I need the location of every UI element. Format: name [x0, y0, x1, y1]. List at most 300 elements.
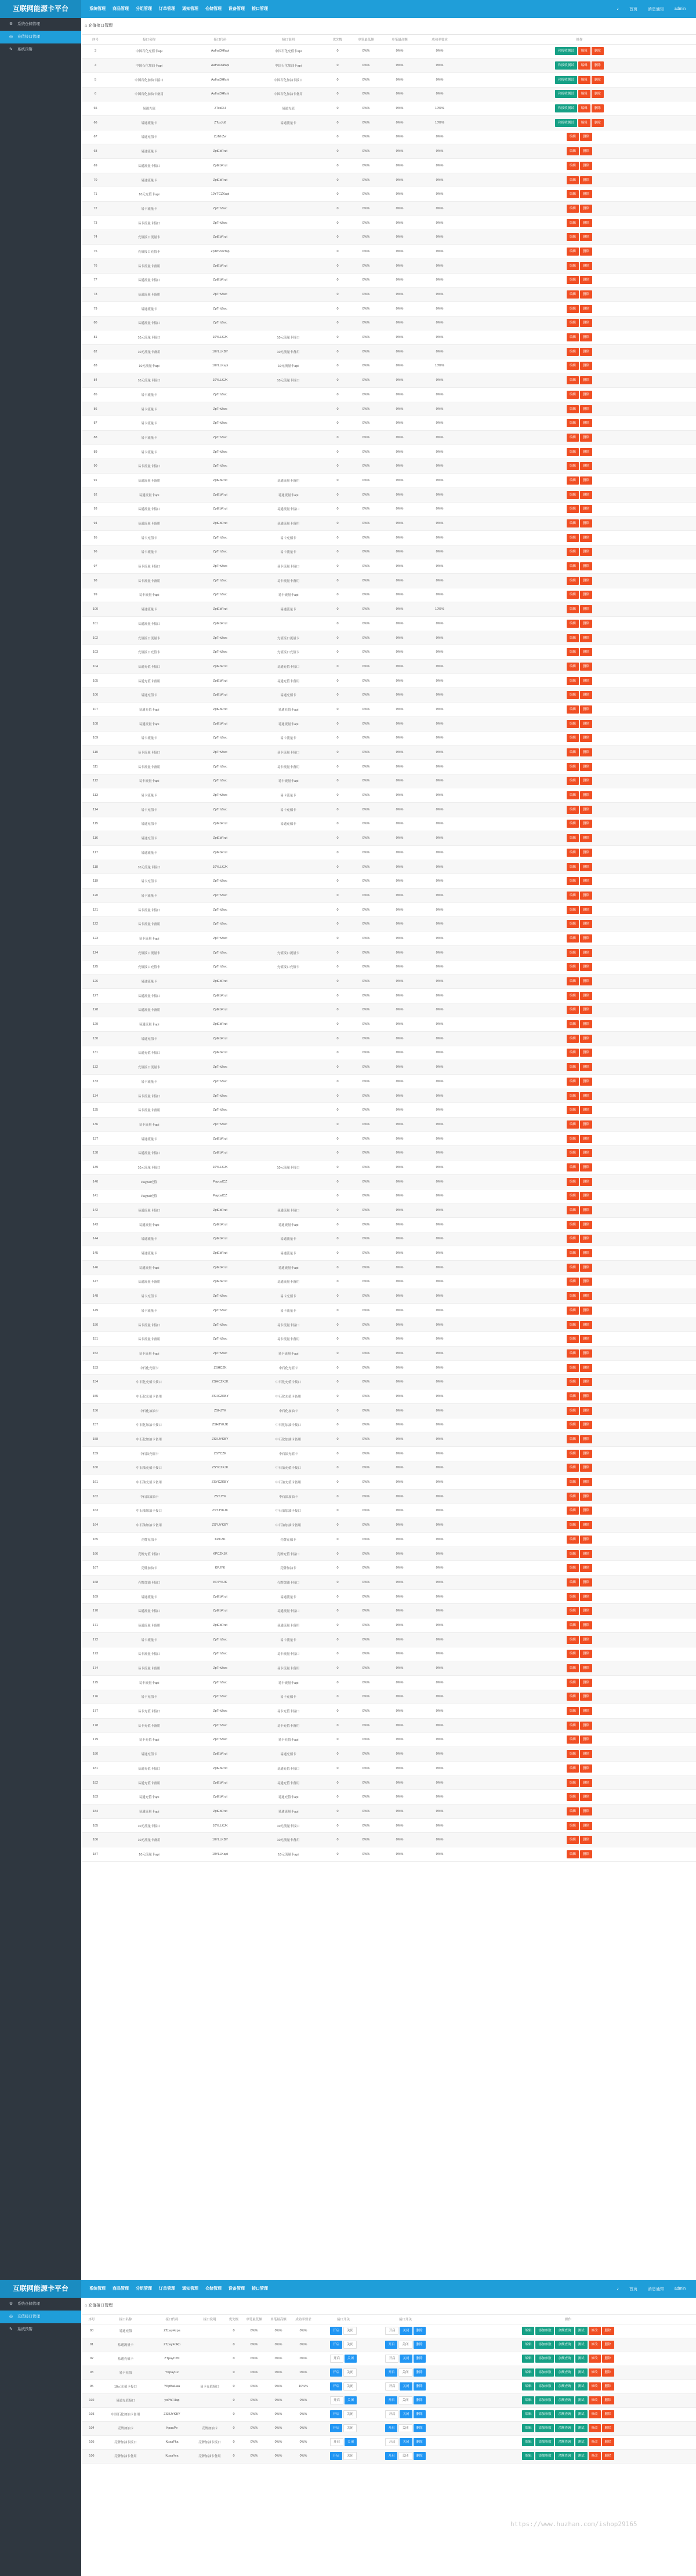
edit-button[interactable]: 编辑 [567, 1536, 579, 1544]
edit-button[interactable]: 编辑 [567, 1106, 579, 1114]
add-param-button[interactable]: 添加参数 [535, 2410, 554, 2418]
edit-button[interactable]: 编辑 [567, 448, 579, 456]
edit-button[interactable]: 编辑 [567, 1750, 579, 1758]
delete-button[interactable]: 删除 [580, 548, 592, 556]
delete-button[interactable]: 删除 [414, 2355, 426, 2363]
sidebar-item[interactable] [0, 2323, 81, 2336]
delete-button[interactable]: 删除 [580, 434, 592, 442]
edit-button[interactable]: 编辑 [567, 1735, 579, 1744]
edit-button[interactable]: 编辑 [567, 434, 579, 442]
delete-button[interactable]: 删除 [580, 920, 592, 928]
modify-button[interactable]: 修改 [589, 2424, 601, 2432]
notification-icon[interactable]: ♪ [617, 2287, 619, 2291]
delete-button[interactable]: 删除 [580, 1006, 592, 1014]
delete-button[interactable]: 删除 [580, 620, 592, 628]
delete-button[interactable]: 删除 [580, 1435, 592, 1443]
modify-button[interactable]: 修改 [589, 2382, 601, 2391]
delete-button[interactable]: 删除 [580, 1206, 592, 1214]
add-param-button[interactable]: 添加参数 [535, 2396, 554, 2404]
nav-item[interactable]: 通知管理 [182, 2287, 198, 2291]
edit-button[interactable]: 编辑 [578, 119, 590, 127]
delete-button[interactable]: 删除 [580, 491, 592, 499]
off-button[interactable]: 关闭 [398, 2368, 412, 2377]
edit-button[interactable]: 编辑 [567, 505, 579, 513]
nav-item[interactable]: 商品管理 [113, 7, 129, 11]
edit-button[interactable]: 编辑 [567, 1321, 579, 1329]
nav-item[interactable]: 仓储管理 [205, 7, 222, 11]
delete-button[interactable]: 删除 [580, 190, 592, 198]
delete-button[interactable]: 删除 [580, 562, 592, 570]
edit-button[interactable]: 编辑 [567, 176, 579, 184]
on-button[interactable]: 开启 [385, 2410, 398, 2418]
edit-button[interactable]: 编辑 [567, 920, 579, 928]
edit-button[interactable]: 编辑 [567, 1264, 579, 1272]
edit-button[interactable]: 编辑 [567, 1335, 579, 1343]
delete-button[interactable]: 删除 [580, 1092, 592, 1100]
delete-button[interactable]: 删除 [580, 505, 592, 513]
edit-button[interactable]: 编辑 [567, 820, 579, 828]
edit-button[interactable]: 编辑 [567, 691, 579, 699]
delete-button[interactable]: 删除 [580, 1693, 592, 1701]
test-button[interactable]: 和接收测试 [555, 119, 577, 127]
delete-button[interactable]: 删除 [580, 233, 592, 241]
delete-button[interactable]: 删除 [580, 1020, 592, 1028]
edit-button[interactable]: 编辑 [578, 104, 590, 112]
nav-item[interactable]: 仓储管理 [205, 2287, 222, 2291]
edit-button[interactable]: 编辑 [522, 2438, 534, 2446]
edit-button[interactable]: 编辑 [522, 2355, 534, 2363]
edit-button[interactable]: 编辑 [522, 2327, 534, 2335]
delete-button[interactable]: 删除 [580, 1249, 592, 1257]
test-button[interactable]: 和接收测试 [555, 76, 577, 84]
delete-button[interactable]: 删除 [592, 119, 604, 127]
edit-button[interactable]: 编辑 [567, 205, 579, 213]
delete-button[interactable]: 删除 [414, 2438, 426, 2446]
delete-button[interactable]: 删除 [580, 391, 592, 399]
nav-item[interactable]: 商品管理 [113, 2287, 129, 2291]
delete-button[interactable]: 删除 [602, 2410, 614, 2418]
delete-button[interactable]: 删除 [580, 1564, 592, 1572]
edit-button[interactable]: 编辑 [567, 1149, 579, 1157]
edit-button[interactable]: 编辑 [567, 262, 579, 270]
edit-button[interactable]: 编辑 [567, 934, 579, 943]
delete-button[interactable]: 删除 [592, 47, 604, 55]
edit-button[interactable]: 编辑 [522, 2368, 534, 2377]
edit-button[interactable]: 编辑 [567, 190, 579, 198]
edit-button[interactable]: 编辑 [567, 1607, 579, 1615]
delete-button[interactable]: 删除 [414, 2396, 426, 2404]
delete-button[interactable]: 删除 [580, 1292, 592, 1300]
add-param-button[interactable]: 添加参数 [535, 2368, 554, 2377]
add-param-button[interactable]: 添加参数 [535, 2355, 554, 2363]
sidebar-item[interactable] [0, 31, 81, 43]
top-right-link[interactable]: 消息通知 [647, 7, 664, 12]
delete-button[interactable]: 删除 [580, 1679, 592, 1687]
delete-button[interactable]: 删除 [580, 1836, 592, 1844]
edit-button[interactable]: 编辑 [567, 405, 579, 413]
off-button[interactable]: 关闭 [345, 2396, 357, 2404]
nav-item[interactable]: 接口管理 [252, 2287, 268, 2291]
delete-button[interactable]: 删除 [580, 305, 592, 313]
delete-button[interactable]: 删除 [580, 1450, 592, 1458]
edit-button[interactable]: 编辑 [567, 1120, 579, 1129]
delete-button[interactable]: 删除 [580, 677, 592, 685]
edit-button[interactable]: 编辑 [567, 391, 579, 399]
on-button[interactable]: 开启 [330, 2424, 342, 2432]
sidebar-item[interactable] [0, 2311, 81, 2323]
modify-button[interactable]: 修改 [589, 2355, 601, 2363]
query-button[interactable]: 余额查询 [555, 2396, 574, 2404]
sidebar-item[interactable] [0, 18, 81, 31]
off-button[interactable]: 关闭 [343, 2410, 357, 2418]
edit-button[interactable]: 编辑 [567, 1707, 579, 1715]
edit-button[interactable]: 编辑 [567, 1092, 579, 1100]
delete-button[interactable]: 删除 [580, 834, 592, 842]
delete-button[interactable]: 删除 [580, 476, 592, 485]
edit-button[interactable]: 编辑 [567, 419, 579, 427]
delete-button[interactable]: 删除 [580, 348, 592, 356]
delete-button[interactable]: 删除 [580, 577, 592, 585]
edit-button[interactable]: 编辑 [567, 333, 579, 341]
edit-button[interactable]: 编辑 [567, 1063, 579, 1071]
edit-button[interactable]: 编辑 [567, 1493, 579, 1501]
delete-button[interactable]: 删除 [580, 1621, 592, 1629]
edit-button[interactable]: 编辑 [567, 791, 579, 799]
delete-button[interactable]: 删除 [580, 820, 592, 828]
test-button[interactable]: 测试 [575, 2452, 588, 2460]
delete-button[interactable]: 删除 [580, 1192, 592, 1200]
add-param-button[interactable]: 添加参数 [535, 2424, 554, 2432]
edit-button[interactable]: 编辑 [567, 1464, 579, 1472]
edit-button[interactable]: 编辑 [578, 61, 590, 70]
edit-button[interactable]: 编辑 [567, 1693, 579, 1701]
edit-button[interactable]: 编辑 [522, 2424, 534, 2432]
edit-button[interactable]: 编辑 [567, 777, 579, 785]
off-button[interactable]: 关闭 [343, 2424, 357, 2432]
delete-button[interactable]: 删除 [580, 1807, 592, 1815]
delete-button[interactable]: 删除 [580, 634, 592, 642]
edit-button[interactable]: 编辑 [567, 1249, 579, 1257]
edit-button[interactable]: 编辑 [567, 1392, 579, 1400]
modify-button[interactable]: 修改 [589, 2327, 601, 2335]
edit-button[interactable]: 编辑 [567, 1006, 579, 1014]
test-button[interactable]: 和接收测试 [555, 104, 577, 112]
edit-button[interactable]: 编辑 [567, 562, 579, 570]
delete-button[interactable]: 删除 [414, 2382, 426, 2391]
edit-button[interactable]: 编辑 [522, 2452, 534, 2460]
edit-button[interactable]: 编辑 [567, 1564, 579, 1572]
delete-button[interactable]: 删除 [580, 1378, 592, 1386]
delete-button[interactable]: 删除 [580, 1321, 592, 1329]
edit-button[interactable]: 编辑 [567, 290, 579, 299]
top-right-link[interactable]: 首页 [629, 7, 637, 12]
off-button[interactable]: 关闭 [343, 2327, 357, 2335]
edit-button[interactable]: 编辑 [567, 362, 579, 370]
edit-button[interactable]: 编辑 [567, 1307, 579, 1315]
nav-item[interactable]: 系统管理 [89, 2287, 106, 2291]
delete-button[interactable]: 删除 [580, 1049, 592, 1057]
edit-button[interactable]: 编辑 [567, 1349, 579, 1358]
delete-button[interactable]: 删除 [580, 1779, 592, 1787]
delete-button[interactable]: 删除 [580, 849, 592, 857]
delete-button[interactable]: 删除 [580, 734, 592, 742]
test-button[interactable]: 测试 [575, 2396, 588, 2404]
delete-button[interactable]: 删除 [580, 176, 592, 184]
delete-button[interactable]: 删除 [580, 763, 592, 771]
delete-button[interactable]: 删除 [580, 1163, 592, 1171]
top-right-link[interactable]: 消息通知 [647, 2287, 664, 2291]
edit-button[interactable]: 编辑 [567, 577, 579, 585]
delete-button[interactable]: 删除 [580, 1593, 592, 1601]
delete-button[interactable]: 删除 [580, 162, 592, 170]
query-button[interactable]: 余额查询 [555, 2452, 574, 2460]
delete-button[interactable]: 删除 [580, 1407, 592, 1415]
delete-button[interactable]: 删除 [580, 205, 592, 213]
edit-button[interactable]: 编辑 [567, 519, 579, 527]
delete-button[interactable]: 删除 [580, 462, 592, 470]
edit-button[interactable]: 编辑 [567, 1764, 579, 1773]
edit-button[interactable]: 编辑 [567, 376, 579, 384]
notification-icon[interactable]: ♪ [617, 7, 619, 11]
delete-button[interactable]: 删除 [580, 1636, 592, 1644]
edit-button[interactable]: 编辑 [567, 1035, 579, 1043]
sidebar-item[interactable] [0, 43, 81, 56]
off-button[interactable]: 关闭 [398, 2424, 412, 2432]
edit-button[interactable]: 编辑 [578, 90, 590, 98]
delete-button[interactable]: 删除 [580, 376, 592, 384]
query-button[interactable]: 余额查询 [555, 2424, 574, 2432]
delete-button[interactable]: 删除 [602, 2355, 614, 2363]
edit-button[interactable]: 编辑 [567, 877, 579, 885]
test-button[interactable]: 测试 [575, 2438, 588, 2446]
top-right-link[interactable]: admin [674, 7, 686, 11]
delete-button[interactable]: 删除 [592, 61, 604, 70]
delete-button[interactable]: 删除 [580, 1850, 592, 1858]
edit-button[interactable]: 编辑 [567, 219, 579, 227]
on-button[interactable]: 开启 [385, 2341, 397, 2349]
modify-button[interactable]: 修改 [589, 2368, 601, 2377]
on-button[interactable]: 开启 [330, 2410, 342, 2418]
edit-button[interactable]: 编辑 [567, 162, 579, 170]
delete-button[interactable]: 删除 [602, 2452, 614, 2460]
delete-button[interactable]: 删除 [580, 1364, 592, 1372]
test-button[interactable]: 和接收测试 [555, 47, 577, 55]
edit-button[interactable]: 编辑 [567, 476, 579, 485]
delete-button[interactable]: 删除 [580, 1464, 592, 1472]
nav-item[interactable]: 设备管理 [229, 2287, 245, 2291]
edit-button[interactable]: 编辑 [567, 348, 579, 356]
off-button[interactable]: 关闭 [398, 2341, 412, 2349]
delete-button[interactable]: 删除 [580, 892, 592, 900]
delete-button[interactable]: 删除 [580, 1722, 592, 1730]
edit-button[interactable]: 编辑 [567, 705, 579, 714]
edit-button[interactable]: 编辑 [567, 605, 579, 613]
on-button[interactable]: 开启 [330, 2438, 343, 2446]
delete-button[interactable]: 删除 [580, 534, 592, 542]
delete-button[interactable]: 删除 [580, 1278, 592, 1286]
on-button[interactable]: 开启 [330, 2368, 342, 2377]
delete-button[interactable]: 删除 [580, 591, 592, 599]
edit-button[interactable]: 编辑 [567, 620, 579, 628]
edit-button[interactable]: 编辑 [567, 491, 579, 499]
edit-button[interactable]: 编辑 [567, 233, 579, 241]
edit-button[interactable]: 编辑 [567, 147, 579, 155]
edit-button[interactable]: 编辑 [567, 892, 579, 900]
off-button[interactable]: 关闭 [398, 2396, 412, 2404]
nav-item[interactable]: 设备管理 [229, 7, 245, 11]
edit-button[interactable]: 编辑 [567, 1235, 579, 1243]
delete-button[interactable]: 删除 [580, 262, 592, 270]
edit-button[interactable]: 编辑 [567, 1621, 579, 1629]
query-button[interactable]: 余额查询 [555, 2368, 574, 2377]
delete-button[interactable]: 删除 [602, 2382, 614, 2391]
edit-button[interactable]: 编辑 [567, 1292, 579, 1300]
delete-button[interactable]: 删除 [580, 1349, 592, 1358]
on-button[interactable]: 开启 [330, 2327, 342, 2335]
edit-button[interactable]: 编辑 [522, 2382, 534, 2391]
edit-button[interactable]: 编辑 [567, 806, 579, 814]
edit-button[interactable]: 编辑 [567, 748, 579, 756]
top-right-link[interactable]: 首页 [629, 2287, 637, 2291]
delete-button[interactable]: 删除 [580, 1035, 592, 1043]
off-button[interactable]: 关闭 [400, 2355, 412, 2363]
edit-button[interactable]: 编辑 [567, 763, 579, 771]
on-button[interactable]: 开启 [330, 2382, 342, 2391]
edit-button[interactable]: 编辑 [567, 1550, 579, 1558]
delete-button[interactable]: 删除 [580, 1307, 592, 1315]
test-button[interactable]: 测试 [575, 2410, 588, 2418]
edit-button[interactable]: 编辑 [567, 1049, 579, 1057]
delete-button[interactable]: 删除 [414, 2410, 426, 2418]
modify-button[interactable]: 修改 [589, 2452, 601, 2460]
delete-button[interactable]: 删除 [580, 648, 592, 656]
on-button[interactable]: 开启 [385, 2396, 397, 2404]
delete-button[interactable]: 删除 [602, 2396, 614, 2404]
on-button[interactable]: 开启 [330, 2341, 342, 2349]
nav-item[interactable]: 系统管理 [89, 7, 106, 11]
edit-button[interactable]: 编辑 [567, 1836, 579, 1844]
delete-button[interactable]: 删除 [580, 519, 592, 527]
edit-button[interactable]: 编辑 [567, 1135, 579, 1143]
delete-button[interactable]: 删除 [580, 248, 592, 256]
off-button[interactable]: 关闭 [400, 2410, 412, 2418]
edit-button[interactable]: 编辑 [567, 1407, 579, 1415]
edit-button[interactable]: 编辑 [567, 1078, 579, 1086]
edit-button[interactable]: 编辑 [567, 834, 579, 842]
delete-button[interactable]: 删除 [580, 1536, 592, 1544]
query-button[interactable]: 余额查询 [555, 2355, 574, 2363]
delete-button[interactable]: 删除 [580, 1507, 592, 1515]
delete-button[interactable]: 删除 [580, 1607, 592, 1615]
on-button[interactable]: 开启 [385, 2382, 398, 2391]
delete-button[interactable]: 删除 [580, 1478, 592, 1486]
on-button[interactable]: 开启 [330, 2355, 343, 2363]
delete-button[interactable]: 删除 [414, 2368, 426, 2377]
delete-button[interactable]: 删除 [580, 705, 592, 714]
delete-button[interactable]: 删除 [580, 1493, 592, 1501]
delete-button[interactable]: 删除 [602, 2438, 614, 2446]
add-param-button[interactable]: 添加参数 [535, 2327, 554, 2335]
delete-button[interactable]: 删除 [580, 1221, 592, 1229]
delete-button[interactable]: 删除 [580, 1578, 592, 1587]
delete-button[interactable]: 删除 [580, 1664, 592, 1672]
query-button[interactable]: 余额查询 [555, 2341, 574, 2349]
query-button[interactable]: 余额查询 [555, 2410, 574, 2418]
add-param-button[interactable]: 添加参数 [535, 2438, 554, 2446]
edit-button[interactable]: 编辑 [567, 305, 579, 313]
delete-button[interactable]: 删除 [580, 405, 592, 413]
edit-button[interactable]: 编辑 [567, 591, 579, 599]
delete-button[interactable]: 删除 [580, 276, 592, 284]
delete-button[interactable]: 删除 [580, 863, 592, 871]
edit-button[interactable]: 编辑 [567, 1593, 579, 1601]
delete-button[interactable]: 删除 [580, 791, 592, 799]
delete-button[interactable]: 删除 [580, 663, 592, 671]
edit-button[interactable]: 编辑 [567, 977, 579, 985]
delete-button[interactable]: 删除 [580, 290, 592, 299]
edit-button[interactable]: 编辑 [567, 906, 579, 914]
delete-button[interactable]: 删除 [580, 1750, 592, 1758]
edit-button[interactable]: 编辑 [567, 1507, 579, 1515]
edit-button[interactable]: 编辑 [522, 2396, 534, 2404]
off-button[interactable]: 关闭 [400, 2438, 412, 2446]
query-button[interactable]: 余额查询 [555, 2327, 574, 2335]
edit-button[interactable]: 编辑 [567, 1435, 579, 1443]
edit-button[interactable]: 编辑 [567, 248, 579, 256]
edit-button[interactable]: 编辑 [567, 1679, 579, 1687]
delete-button[interactable]: 删除 [580, 147, 592, 155]
add-param-button[interactable]: 添加参数 [535, 2341, 554, 2349]
nav-item[interactable]: 接口管理 [252, 7, 268, 11]
delete-button[interactable]: 删除 [580, 1149, 592, 1157]
delete-button[interactable]: 删除 [414, 2341, 426, 2349]
edit-button[interactable]: 编辑 [567, 276, 579, 284]
edit-button[interactable]: 编辑 [578, 47, 590, 55]
edit-button[interactable]: 编辑 [567, 863, 579, 871]
delete-button[interactable]: 删除 [580, 1707, 592, 1715]
edit-button[interactable]: 编辑 [567, 949, 579, 957]
modify-button[interactable]: 修改 [589, 2410, 601, 2418]
edit-button[interactable]: 编辑 [567, 462, 579, 470]
delete-button[interactable]: 删除 [580, 448, 592, 456]
delete-button[interactable]: 删除 [580, 748, 592, 756]
delete-button[interactable]: 删除 [580, 1392, 592, 1400]
modify-button[interactable]: 修改 [589, 2438, 601, 2446]
nav-item[interactable]: 通知管理 [182, 7, 198, 11]
off-button[interactable]: 关闭 [343, 2368, 357, 2377]
edit-button[interactable]: 编辑 [567, 133, 579, 141]
on-button[interactable]: 开启 [385, 2424, 397, 2432]
delete-button[interactable]: 删除 [580, 219, 592, 227]
delete-button[interactable]: 删除 [414, 2424, 426, 2432]
modify-button[interactable]: 修改 [589, 2396, 601, 2404]
delete-button[interactable]: 删除 [592, 90, 604, 98]
query-button[interactable]: 余额查询 [555, 2382, 574, 2391]
delete-button[interactable]: 删除 [580, 133, 592, 141]
off-button[interactable]: 关闭 [345, 2355, 357, 2363]
on-button[interactable]: 开启 [385, 2368, 397, 2377]
edit-button[interactable]: 编辑 [522, 2341, 534, 2349]
edit-button[interactable]: 编辑 [567, 1822, 579, 1830]
delete-button[interactable]: 删除 [580, 1421, 592, 1429]
delete-button[interactable]: 删除 [580, 1550, 592, 1558]
test-button[interactable]: 和接收测试 [555, 90, 577, 98]
edit-button[interactable]: 编辑 [567, 963, 579, 971]
test-button[interactable]: 测试 [575, 2424, 588, 2432]
delete-button[interactable]: 删除 [580, 1764, 592, 1773]
edit-button[interactable]: 编辑 [567, 634, 579, 642]
edit-button[interactable]: 编辑 [567, 1850, 579, 1858]
